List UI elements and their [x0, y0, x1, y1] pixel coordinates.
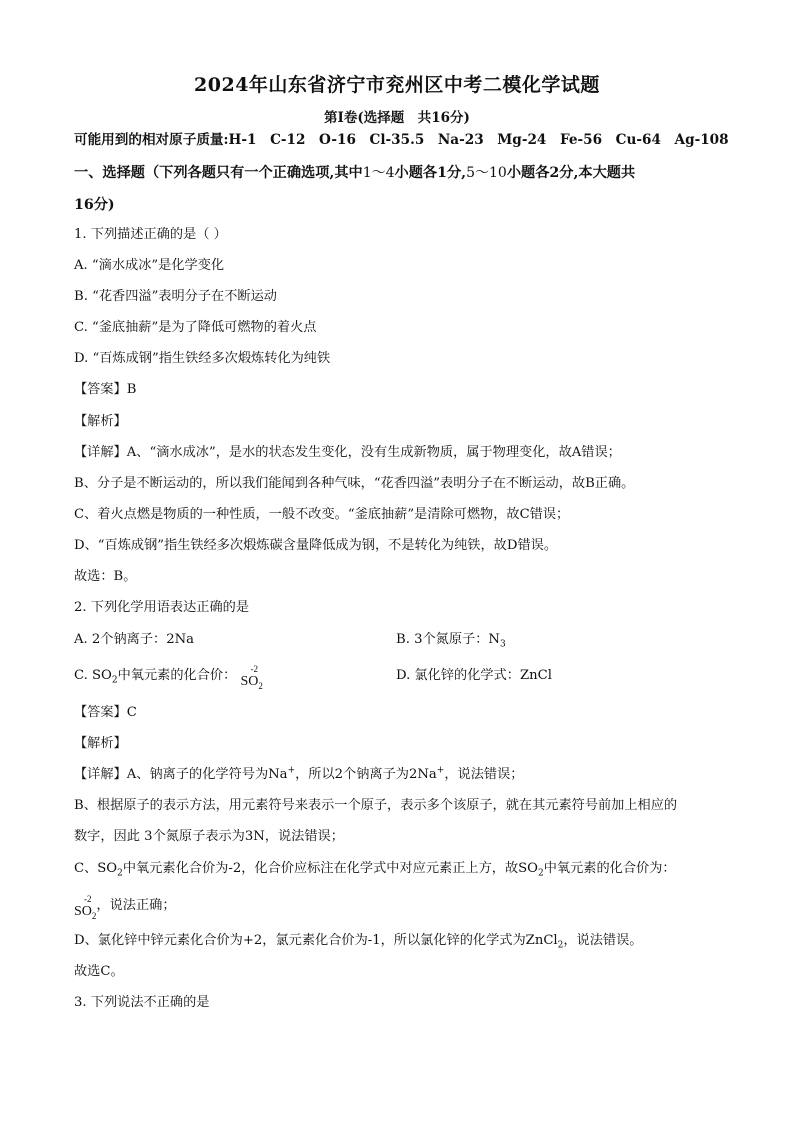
- q1-option-d: D. “百炼成钢”指生铁经多次煅炼转化为纯铁: [74, 351, 331, 366]
- q2-detail-a-sup: +: [287, 765, 296, 776]
- q2-detail-d-sub: 2: [557, 940, 564, 951]
- q2-conclusion: 故选C。: [74, 964, 124, 979]
- q2-answer: 【答案】C: [74, 705, 137, 720]
- q1-detail-b: B、分子是不断运动的，所以我们能闻到各种气味，“花香四溢”表明分子在不断运动，故B正确。: [74, 476, 635, 491]
- q1-analysis-label: 【解析】: [74, 414, 127, 429]
- q2-detail-c-cont-text: ，说法正确；: [96, 898, 176, 913]
- q1-answer: 【答案】B: [74, 382, 137, 397]
- section-range-2: 5～10: [466, 165, 507, 181]
- q2-detail-a: [74, 766, 523, 784]
- q2-option-d: D. 氯化锌的化学式：ZnCl: [396, 668, 552, 683]
- q2-option-c-post: 中氧元素的化合价：: [117, 668, 237, 683]
- q2-detail-a-mid: ，所以2个钠离子为2Na: [295, 767, 437, 782]
- q2-detail-b-cont: 数字，因此 3个氮原子表示为3N，说法错误；: [74, 829, 344, 844]
- section-heading-cont: 16分): [74, 197, 115, 213]
- q2-formula-valence: -2: [250, 664, 258, 674]
- section-heading-part1: 一、选择题（下列各题只有一个正确选项,其中: [74, 165, 363, 181]
- q2-analysis-label: 【解析】: [74, 736, 127, 751]
- q2-detail-a-pre: 【详解】A、钠离子的化学符号为Na: [74, 767, 288, 782]
- q1-detail-d: D、“百炼成钢”指生铁经多次煅炼碳含量降低成为钢，不是转化为纯铁，故D错误。: [74, 538, 558, 553]
- q1-detail-c: C、着火点燃是物质的一种性质，一般不改变。“釜底抽薪”是清除可燃物，故C错误；: [74, 507, 570, 522]
- q2-detail-a-sup2: +: [436, 765, 445, 776]
- q2-detail-d: [74, 932, 643, 950]
- q1-conclusion: 故选：B。: [74, 569, 137, 584]
- page-subtitle: 第Ⅰ卷(选择题 共16分): [324, 110, 470, 126]
- q2-detail-c-post: 中氧元素的化合价为：: [543, 861, 676, 876]
- q2-formula-main: SO: [240, 674, 259, 689]
- q3-stem: 3. 下列说法不正确的是: [74, 995, 210, 1010]
- q2-detail-formula-valence: -2: [84, 894, 92, 904]
- q1-option-c: C. “釜底抽薪”是为了降低可燃物的着火点: [74, 320, 317, 335]
- q2-detail-c-pre: C、SO: [74, 861, 118, 876]
- q2-option-b-text: B. 3个氮原子：N: [396, 632, 500, 647]
- section-heading-part3: 小题各2分,本大题共: [506, 165, 636, 181]
- section-range-1: 1～4: [362, 165, 395, 181]
- q2-detail-d-post: ，说法错误。: [563, 933, 643, 948]
- q2-option-a: A. 2个钠离子：2Na: [74, 632, 195, 647]
- q2-option-c-sub: 2: [111, 675, 118, 686]
- atomic-masses: 可能用到的相对原子质量:H-1 C-12 O-16 Cl-35.5 Na-23 Mg-24 Fe-56 Cu-64 Ag-108: [74, 132, 729, 148]
- q2-detail-c-sub2: 2: [538, 868, 544, 879]
- q2-option-c-pre: C. SO: [74, 668, 112, 683]
- q2-detail-b: B、根据原子的表示方法，用元素符号来表示一个原子，表示多个该原子，就在其元素符号前加上相应的: [74, 798, 678, 813]
- section-heading-part2: 小题各1分,: [394, 165, 467, 181]
- q2-detail-c-formula: [74, 894, 97, 921]
- q2-detail-formula-main: SO: [74, 904, 92, 919]
- section-heading: [74, 164, 635, 182]
- q2-option-c: [74, 664, 263, 691]
- q1-option-b: B. “花香四溢”表明分子在不断运动: [74, 289, 277, 304]
- q1-option-a: A. “滴水成冰”是化学变化: [74, 258, 225, 273]
- q2-option-b: [396, 631, 506, 649]
- q2-stem: 2. 下列化学用语表达正确的是: [74, 600, 250, 615]
- q2-formula-sub: 2: [258, 680, 263, 691]
- q1-stem: 1. 下列描述正确的是（ ）: [74, 227, 227, 242]
- q2-detail-a-post: ，说法错误；: [444, 767, 524, 782]
- q2-detail-c-sub: 2: [117, 868, 123, 879]
- q2-detail-c-cont: [74, 894, 176, 921]
- q2-option-c-formula: [240, 664, 263, 691]
- q2-detail-c: [74, 860, 676, 878]
- q2-detail-c-mid: 中氧元素化合价为-2，化合价应标注在化学式中对应元素正上方，故SO: [122, 861, 538, 876]
- q2-detail-formula-sub: 2: [91, 910, 97, 921]
- page-title: 2024年山东省济宁市兖州区中考二模化学试题: [194, 74, 600, 96]
- q2-option-b-sub: 3: [499, 639, 506, 650]
- q2-detail-d-pre: D、氯化锌中锌元素化合价为+2，氯元素化合价为-1，所以氯化锌的化学式为ZnCl: [74, 933, 558, 948]
- q1-detail-a: 【详解】A、“滴水成冰”，是水的状态发生变化，没有生成新物质，属于物理变化，故A错误；: [74, 445, 621, 460]
